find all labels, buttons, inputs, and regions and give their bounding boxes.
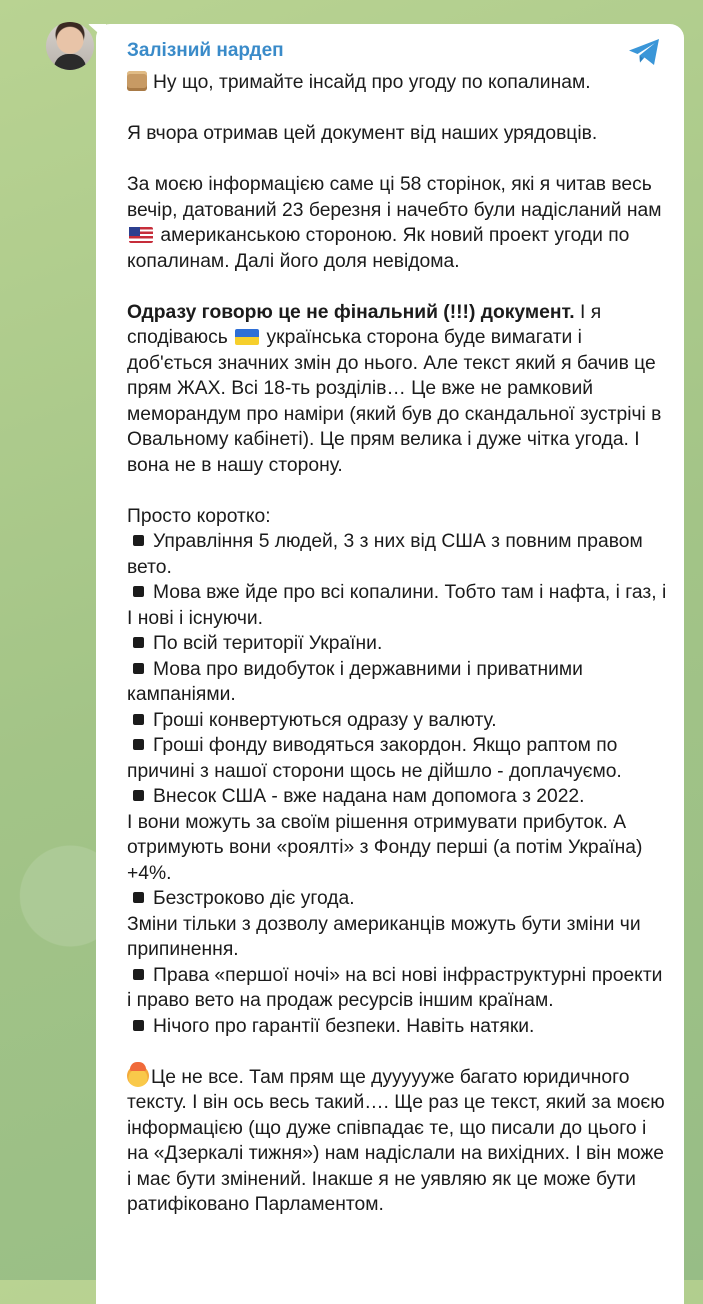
list-item: Мова про видобуток і державними і приватними кампаніями. — [127, 658, 583, 705]
list-item-note: І вони можуть за своїм рішення отримувати прибуток. А отримують вони «роялті» з Фонду перші (а потім Україна) +4%. — [127, 811, 643, 884]
post-paragraph: За моєю інформацією саме ці 58 сторінок, які я читав весь вечір, датований 23 березня і начебто були надісланий нам — [127, 174, 662, 221]
channel-avatar[interactable] — [46, 22, 94, 70]
list-item-note: Зміни тільки з дозволу американців можуть бути зміни чи припинення. — [127, 913, 641, 960]
square-bullet-icon — [133, 535, 144, 546]
square-bullet-icon — [133, 714, 144, 725]
post-paragraph: українська сторона буде вимагати і доб'ється значних змін до нього. Але текст який я бачив це прям ЖАХ. Всі 18-ть розділів… Це вже не рамковий меморандум про наміри (який був до скандальної зустрічі в Овальному кабінеті). Це прям велика і дуже чітка угода. І вона не в нашу сторону. — [127, 327, 662, 476]
us-flag-icon — [129, 227, 153, 243]
list-item: Гроші конвертуються одразу у валюту. — [153, 709, 497, 731]
list-item: Безстроково діє угода. — [153, 888, 355, 909]
list-item: Нічого про гарантії безпеки. Навіть натяки. — [153, 1015, 535, 1037]
post-paragraph: Я вчора отримав цей документ від наших урядовців. — [127, 123, 598, 144]
exploding-head-icon — [127, 1065, 149, 1087]
message-text — [127, 70, 667, 1218]
list-intro: Просто коротко: — [127, 505, 271, 527]
list-item: Внесок США - вже надана нам допомога з 2022. — [153, 786, 585, 807]
post-paragraph: Це не все. Там прям ще дуууууже багато юридичного тексту. І він ось весь такий…. Ще раз це текст, який за моєю інформацією (що дуже співпадає те, що писали до цього і на «Дзеркалі тижня») нам надіслали на вихідних. І він може і має бути змінений. Інакше я не уявляю як це може бути ратифіковано Парламентом. — [127, 1066, 665, 1215]
square-bullet-icon — [133, 969, 144, 980]
ukraine-flag-icon — [235, 329, 259, 345]
post-paragraph: І я сподіваюсь — [127, 301, 602, 348]
list-item: Мова вже йде про всі копалини. Тобто там і нафта, і газ, і І нові і існуючи. — [127, 582, 667, 629]
list-item: Права «першої ночі» на всі нові інфраструктурні проекти і право вето на продаж ресурсів іншим країнам. — [127, 964, 663, 1011]
post-paragraph: американською стороною. Як новий проект угоди по копалинам. Далі його доля невідома. — [127, 225, 630, 272]
square-bullet-icon — [133, 790, 144, 801]
channel-name[interactable]: Залізний нардеп — [127, 40, 284, 61]
list-item: Гроші фонду виводяться закордон. Якщо раптом по причині з нашої сторони щось не дійшло - доплачуємо. — [127, 735, 622, 782]
square-bullet-icon — [133, 663, 144, 674]
square-bullet-icon — [133, 586, 144, 597]
post-paragraph: Ну що, тримайте інсайд про угоду по копалинам. — [153, 72, 591, 93]
square-bullet-icon — [133, 1020, 144, 1031]
bold-statement: Одразу говорю це не фінальний (!!!) документ. — [127, 301, 575, 323]
scroll-icon — [127, 71, 147, 91]
list-item: По всій території України. — [153, 633, 383, 654]
telegram-icon[interactable] — [628, 38, 662, 66]
avatar-shirt — [54, 54, 86, 70]
square-bullet-icon — [133, 637, 144, 648]
list-item: Управління 5 людей, 3 з них від США з повним правом вето. — [127, 531, 643, 578]
square-bullet-icon — [133, 739, 144, 750]
square-bullet-icon — [133, 892, 144, 903]
